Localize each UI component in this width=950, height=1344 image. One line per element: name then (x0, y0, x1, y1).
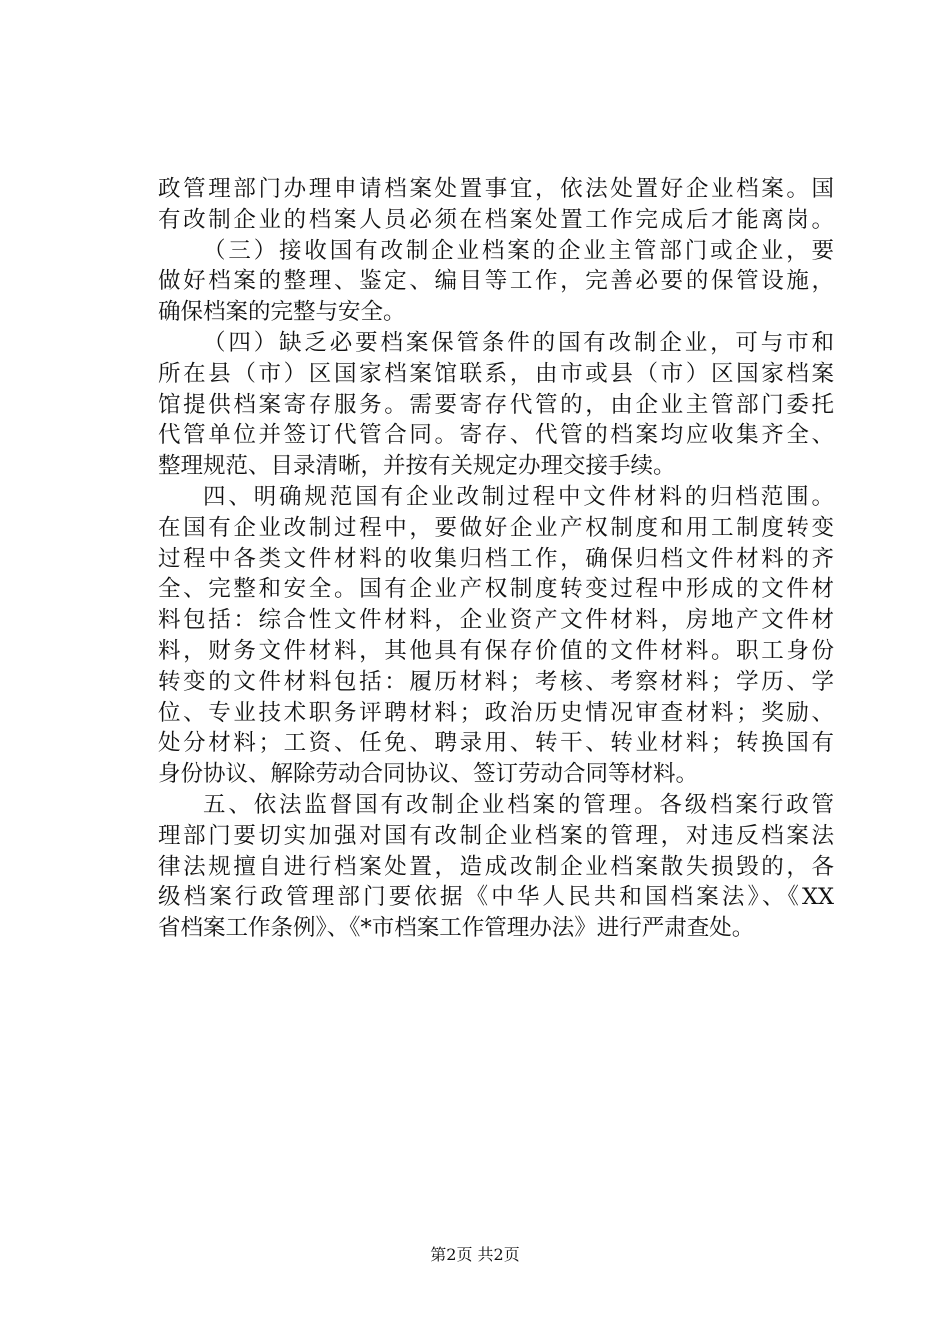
text-line: 在国有企业改制过程中，要做好企业产权制度和用工制度转变 (158, 514, 834, 541)
text-line: 所在县（市）区国家档案馆联系，由市或县（市）区国家档案 (158, 360, 834, 387)
text-line: 五、依法监督国有改制企业档案的管理。各级档案行政管 (203, 791, 834, 818)
text-line: 处分材料；工资、任免、聘录用、转干、转业材料；转换国有 (158, 730, 834, 757)
document-body (158, 174, 834, 944)
text-line: 代管单位并签订代管合同。寄存、代管的档案均应收集齐全、 (158, 422, 834, 449)
text-line: 理部门要切实加强对国有改制企业档案的管理，对违反档案法 (158, 822, 834, 849)
text-line: （四）缺乏必要档案保管条件的国有改制企业，可与市和 (203, 329, 834, 356)
text-line: 全、完整和安全。国有企业产权制度转变过程中形成的文件材 (158, 576, 834, 603)
text-line: 料包括：综合性文件材料，企业资产文件材料，房地产文件材 (158, 607, 834, 634)
text-line: 过程中各类文件材料的收集归档工作，确保归档文件材料的齐 (158, 545, 834, 572)
page-number-footer: 第2页 共2页 (430, 1245, 520, 1264)
text-line: 身份协议、解除劳动合同协议、签订劳动合同等材料。 (158, 761, 699, 788)
text-line: 整理规范、目录清晰，并按有关规定办理交接手续。 (158, 453, 676, 480)
text-line: 省档案工作条例》、《*市档案工作管理办法》进行严肃查处。 (158, 915, 755, 942)
text-line: 料，财务文件材料，其他具有保存价值的文件材料。职工身份 (158, 637, 834, 664)
text-line: 馆提供档案寄存服务。需要寄存代管的，由企业主管部门委托 (158, 391, 834, 418)
text-line: 确保档案的完整与安全。 (158, 299, 406, 326)
text-line: （三）接收国有改制企业档案的企业主管部门或企业，要 (203, 237, 834, 264)
text-line: 有改制企业的档案人员必须在档案处置工作完成后才能离岗。 (158, 206, 834, 233)
text-line: 四、明确规范国有企业改制过程中文件材料的归档范围。 (203, 483, 834, 510)
text-line: 做好档案的整理、鉴定、编目等工作，完善必要的保管设施， (158, 268, 834, 295)
text-line: 政管理部门办理申请档案处置事宜，依法处置好企业档案。国 (158, 176, 834, 202)
text-line: 转变的文件材料包括：履历材料；考核、考察材料；学历、学 (158, 668, 834, 695)
text-line: 律法规擅自进行档案处置，造成改制企业档案散失损毁的，各 (158, 853, 834, 880)
text-line: 级档案行政管理部门要依据《中华人民共和国档案法》、《XX (158, 884, 834, 911)
text-line: 位、专业技术职务评聘材料；政治历史情况审查材料；奖励、 (158, 699, 834, 726)
